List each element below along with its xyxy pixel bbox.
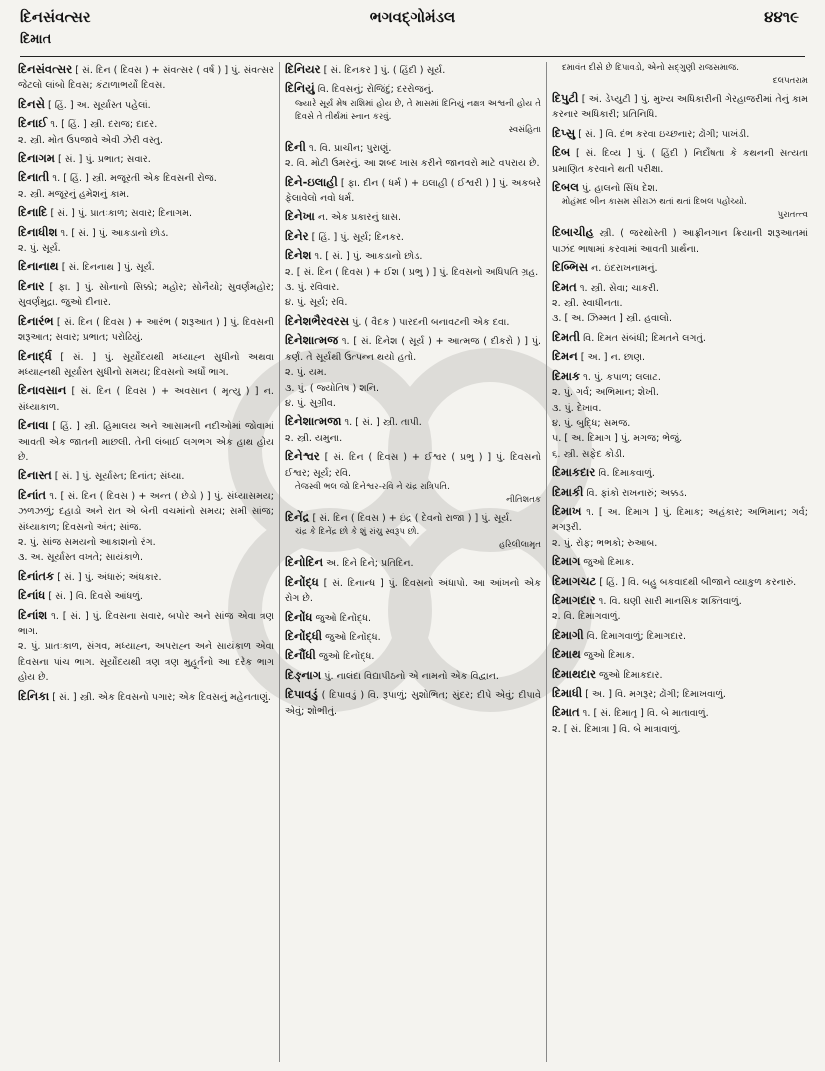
entry-definition	[18, 349, 274, 381]
entry-text: ૧. વિ. પ્રાચીન; પુરાણું.	[308, 142, 392, 154]
entry-definition	[552, 485, 808, 501]
entry-definition	[18, 279, 274, 311]
entry-definition	[285, 648, 541, 664]
entry-headword: દિમાધી	[552, 686, 583, 700]
dictionary-entry	[552, 485, 808, 501]
dictionary-entry	[552, 554, 808, 570]
entry-text: ૧. [ સં. દિન ( દિવસ ) + અન્ત ( છેડો ) ] પું. સંધ્યાસમય; ઝળઝળું; દહાડો અને રાત એ બેની વચમાંનો સમય; સમી સાંજ; સંધ્યાકાળ; દિવસનો અંત; સાંજ.	[18, 490, 274, 533]
entry-text: [ સં. દિન ( દિવસ ) + સંવત્સર ( વર્ષ ) ] પું. સંવત્સર જેટલો લાંબો દિવસ; કંટાળાભર્યો દિવસ.	[18, 65, 274, 92]
entry-text: ૧. [ સં. દિમાતૃ ] વિ. બે માતાવાળું.	[582, 708, 709, 720]
entry-headword: દિનાંતક	[18, 568, 55, 583]
entry-headword: દિમાગી	[552, 627, 584, 642]
entry-definition	[552, 667, 808, 683]
entry-text: ૧. [ સં. ] પું. આકડાનો છોડ.	[314, 251, 423, 263]
entry-definition	[552, 504, 808, 536]
entry-text: [ હિં. ] સ્ત્રી. હિમાલય અને આસામની નદીઓમાં જોવામાં આવતી એક જાતની માછલી. તેની લંબાઈ લગભગ એક હાથ હોય છે.	[18, 421, 274, 463]
column-left	[18, 62, 274, 1062]
entry-definition	[285, 140, 541, 156]
dictionary-entry	[552, 91, 808, 123]
entry-headword: દિનેશ્વર	[285, 449, 320, 464]
entry-definition	[285, 575, 541, 607]
entry-headword: દિપાવડું	[285, 687, 318, 702]
dictionary-entry	[285, 229, 541, 245]
entry-definition	[552, 62, 808, 75]
dictionary-entry	[285, 248, 541, 311]
entry-sense: ૨. પું. સૂર્ય.	[18, 243, 61, 255]
entry-headword: દિઙ્નાગ	[285, 667, 322, 682]
entry-quotation: મોહંમદ બીન કાસમ સીરાઝ થતાં થતાં દિબલ પહોંચ્યો.	[562, 197, 747, 208]
entry-definition	[552, 574, 808, 590]
entry-headword: દિમન	[552, 349, 578, 364]
entry-text: વિ. દિમાગવાળું; દિમાગદાર.	[586, 630, 687, 642]
entry-definition	[285, 687, 541, 719]
entry-definition	[18, 468, 274, 484]
dictionary-entry	[552, 126, 808, 142]
entry-definition	[18, 205, 274, 221]
entry-text: [ સં. દિનાન્ધ ] પું. દિવસનો અંધાપો. આ આંખનો એક રોગ છે.	[285, 577, 541, 605]
entry-headword: દિની	[285, 139, 306, 154]
entry-definition	[552, 369, 808, 385]
entry-headword: દિમાગચટ	[552, 573, 597, 588]
entry-text: ૧. પું. કપાળ; લલાટ.	[583, 371, 661, 383]
dictionary-entry	[18, 468, 274, 484]
entry-definition	[285, 629, 541, 645]
dictionary-entry	[18, 97, 274, 113]
entry-text: સ્ત્રી. ( જરથોસ્તી ) આફ્રીનગાન ક્રિયાની શરૂઆતમાં પાઝંદ ભાષામાં કરવામાં આવતી પ્રાર્થના.	[552, 228, 808, 255]
dictionary-entry	[18, 488, 274, 566]
entry-headword: દિનિયર	[285, 62, 321, 76]
entry-headword: દિનાતી	[18, 170, 50, 185]
entry-definition	[285, 333, 541, 365]
entry-text: [ અં. ડેપ્યુટી ] પું. મુખ્ય અધિકારીની ગેરહાજરીમાં તેનું કામ કરનાર અધિકારી; પ્રતિનિધિ.	[552, 94, 808, 121]
entry-quotation: જ્યારે સૂર્ય મેષ રાશિમાં હોય છે, તે માસમાં દિનિયું નક્ષત્ર અશ્વની હોય તે દિવસે તે તીર્થમાં સ્નાન કરવું.	[295, 98, 541, 122]
entry-text: ૧. [ અ. દિમાગ ] પું. દિમાક; અહંકાર; અભિમાન; ગર્વ; મગરૂરી.	[552, 506, 808, 534]
dictionary-entry	[285, 648, 541, 664]
entry-text: જુઓ દિનોંદ્ધ.	[325, 631, 381, 643]
entry-headword: દિનૌંધી	[285, 648, 316, 663]
entry-headword: દિનાંત	[18, 487, 47, 502]
entry-definition	[285, 81, 541, 97]
entry-headword: દિમાત	[552, 705, 580, 720]
entry-headword: દિમાકદાર	[552, 465, 596, 480]
dictionary-entry	[552, 62, 808, 88]
dictionary-entry	[552, 280, 808, 327]
entry-definition	[552, 260, 808, 276]
entry-text: [ હિં. ] પું. સૂર્ય; દિનકર.	[311, 231, 404, 243]
entry-headword: દિનાંધ	[18, 588, 46, 603]
entry-headword: દિમાક	[552, 368, 581, 383]
entry-text: જુઓ દિમાકદાર.	[599, 669, 663, 681]
entry-headword: દિમાખ	[552, 503, 582, 518]
dictionary-entry	[552, 330, 808, 346]
entry-definition	[18, 418, 274, 465]
entry-definition	[285, 610, 541, 626]
entry-definition	[285, 414, 541, 430]
entry-text: ૧. [ સં. ] પું. આકડાનો છોડ.	[60, 227, 169, 239]
entry-sense: ૨. વિ. મોટી ઉમરનું. આ શબ્દ ખાસ કરીને જાનવરો માટે વપરાય છે.	[285, 158, 540, 170]
entry-definition	[285, 62, 541, 78]
entry-headword: દિનાવા	[18, 418, 49, 433]
entry-headword: દિમાકી	[552, 484, 584, 499]
entry-headword: દિનેંદ્ર	[285, 509, 310, 524]
dictionary-entry	[285, 333, 541, 411]
entry-text: [ અ. ] ન. છાણ.	[580, 352, 646, 364]
entry-sense: ૫. [ અ. દિમાગ ] પું. મગજ; ભેજું.	[552, 433, 683, 445]
entry-text: અ. દિને દિને; પ્રતિદિન.	[326, 558, 414, 570]
page-header	[0, 0, 825, 60]
dictionary-entry	[18, 116, 274, 148]
entry-text: [ હિં. ] વિ. બહુ બકવાદથી બીજાને વ્યાકુળ કરનારું.	[599, 576, 797, 588]
running-title: ભગવદ્ગોમંડલ	[369, 8, 456, 26]
entry-sense: ૨. પું. યમ.	[285, 367, 327, 379]
entry-text: [ સં. ] પું. પ્રભાત; સવાર.	[58, 154, 151, 166]
dictionary-entry	[18, 170, 274, 202]
entry-headword: દિબલ	[552, 180, 579, 195]
dictionary-entry	[552, 180, 808, 222]
entry-headword: દિનેર	[285, 228, 309, 243]
entry-headword: દિનિયું	[285, 81, 315, 96]
entry-text: પું. ( વૈદક ) પારદની બનાવટની એક દવા.	[352, 316, 510, 328]
dictionary-entry	[18, 225, 274, 257]
entry-sense: ૨. પું. પ્રાતઃકાળ, સંગવ, મધ્યાહ્ન, અપરાહ્ન અને સાયંકાળ એવા દિવસના પાંચ ભાગ. સૂર્યોદયથી ત્રણ ત્રણ મુહૂર્તનો આ દરેક ભાગ હોય છે.	[18, 641, 274, 684]
entry-headword: દિનસે	[18, 96, 45, 111]
entry-definition	[552, 280, 808, 296]
entry-definition	[18, 488, 274, 535]
entry-definition	[285, 229, 541, 245]
dictionary-entry	[18, 259, 274, 275]
entry-sense: ૩. પું. ( જ્યોતિષ ) શનિ.	[285, 382, 380, 394]
column-divider	[546, 62, 547, 1062]
entry-text: પું. નાલંદા વિદ્યાપીઠનો એ નામનો એક વિદ્વાન.	[324, 670, 499, 682]
entry-text: ૧. [ સં. દિનેશ ( સૂર્ય ) + આત્મજ ( દીકરો ) ] પું. કર્ણ. તે સૂર્યથી ઉત્પન્ન થયો હતો.	[285, 336, 541, 363]
entry-definition	[285, 248, 541, 264]
entry-text: [ સં. દિવ્ય ] પું. ( હિંદી ) નિર્દોષતા કે કથનની સત્યતા પ્રમાણિત કરવાને થતી પરીક્ષા.	[552, 148, 808, 175]
entry-text: [ સં. ] પું. સૂર્યાસ્ત; દિનાંત; સંધ્યા.	[54, 471, 185, 483]
entry-definition	[18, 383, 274, 415]
dictionary-entry	[18, 151, 274, 167]
entry-sense: ૨. પું. સાંજ સમયનો આકાશનો રંગ.	[18, 536, 156, 548]
dictionary-entry	[285, 575, 541, 607]
dictionary-entry	[285, 687, 541, 719]
column-right	[552, 62, 808, 1062]
entry-definition	[552, 91, 808, 123]
dictionary-entry	[18, 588, 274, 604]
entry-text: ( દિપાવડું ) વિ. રૂપાળું; સુશોભિત; સુંદર; દીપે એવું; દીપાવે એવું; શોભીતું.	[285, 690, 541, 717]
entry-text: [ સં. ] પું. સૂર્યોદયથી મધ્યાહ્ન સુધીનો અથવા મધ્યાહ્નથી સૂર્યાસ્ત સુધીનો સમય; દિવસનો અર્ધો ભાગ.	[18, 351, 274, 378]
entry-headword: દિનેશાત્મજા	[285, 414, 342, 429]
entry-headword: દિને-ઇલાહી	[285, 174, 338, 189]
dictionary-entry	[285, 175, 541, 207]
entry-sense: ૨. [ સં. દિન ( દિવસ ) + ઈશ ( પ્રભુ ) ] પું. દિવસનો અધિપતિ ગ્રહ.	[285, 266, 539, 278]
entry-sense: ૪. પું. સુગ્રીવ.	[285, 397, 336, 409]
entry-text: જુઓ દિનોંદ્ધ.	[315, 612, 372, 624]
entry-headword: દિનોંધ	[285, 609, 313, 624]
entry-definition	[18, 689, 274, 705]
entry-definition	[18, 225, 274, 241]
entry-sense: ૨. [ સં. દિમાત્રા ] વિ. બે માત્રાવાળું.	[552, 723, 681, 735]
entry-definition	[552, 593, 808, 609]
entry-text: વિ. દિમાકવાળું.	[598, 468, 655, 480]
entry-citation: નીતિશતક	[506, 494, 541, 505]
entry-text: ૧. [ સં. ] સ્ત્રી. તાપી.	[344, 417, 422, 429]
entry-headword: દિનાદિ	[18, 205, 48, 220]
dictionary-entry	[552, 574, 808, 590]
dictionary-entry	[18, 349, 274, 381]
entry-text: ન. ઇંદરાખનામનું.	[591, 263, 658, 275]
entry-definition	[285, 175, 541, 207]
entry-text: દમાવંત દીસે છે દિપાવડો, એનો સદ્ગુણી રાજસમાજ.	[562, 63, 739, 73]
page-number: ૪૪૧૯	[764, 8, 799, 26]
entry-text: [ ફા. ] પું. સોનાનો સિક્કો; મહોર; સોનૈયો; સુવર્ણમહોર; સુવર્ણમુદ્રા. જુઓ દીનાર.	[18, 281, 274, 309]
entry-definition	[18, 170, 274, 186]
entry-headword: દિમત	[552, 279, 577, 294]
entry-headword: દિનેશભૈરવરસ	[285, 313, 350, 328]
entry-sense: ૪. પું. સૂર્ય; રવિ.	[285, 297, 348, 309]
entry-headword: દિનાર	[18, 278, 45, 293]
entry-text: વિ. ફાંકો રાખનારું; અક્કડ.	[586, 487, 688, 499]
entry-definition	[18, 97, 274, 113]
entry-headword: દિપ્સુ	[552, 125, 576, 140]
dictionary-entry	[285, 610, 541, 626]
entry-definition	[285, 449, 541, 481]
dictionary-entry	[552, 705, 808, 737]
dictionary-entry	[18, 279, 274, 311]
entry-text: ૧. [ હિં. ] સ્ત્રી. દરાજ; દાદર.	[50, 119, 158, 131]
entry-text: ૧. સ્ત્રી. સેવા; ચાકરી.	[579, 282, 659, 294]
entry-headword: દિનાંશ	[18, 607, 48, 622]
entry-text: [ સં. દિનકર ] પું. ( હિંદી ) સૂર્ય.	[323, 65, 446, 76]
entry-sense: ૨. વિ. દિમાગવાળું.	[552, 611, 621, 623]
entry-headword: દિનાવસાન	[18, 383, 67, 398]
entry-text: જુઓ દિમાક.	[583, 650, 635, 662]
entry-definition	[285, 510, 541, 526]
entry-text: [ સં. દિન ( દિવસ ) + ઈશ્વર ( પ્રભુ ) ] પું. દિવસનો ઈશ્વર; સૂર્ય; રવિ.	[285, 452, 541, 479]
entry-headword: દિનાર્દ્ધ	[18, 348, 52, 363]
entry-headword: દિનસંવત્સર	[18, 62, 73, 76]
dictionary-entry	[18, 689, 274, 705]
guide-word-first: દિનસંવત્સર	[20, 8, 91, 26]
entry-text: [ હિં. ] અ. સૂર્યાસ્ત પહેલાં.	[47, 99, 151, 111]
entry-headword: દિનારંભ	[18, 313, 54, 328]
entry-text: [ સં. ] વિ. દિવસે આંધળું.	[48, 591, 143, 603]
entry-definition	[18, 116, 274, 132]
entry-sense: ૬. સ્ત્રી. સફેદ કોડી.	[552, 448, 626, 460]
entry-headword: દિનાનાથ	[18, 259, 59, 274]
dictionary-entry	[285, 555, 541, 571]
entry-definition	[18, 314, 274, 346]
entry-definition	[18, 569, 274, 585]
dictionary-entry	[285, 668, 541, 684]
dictionary-entry	[18, 608, 274, 686]
entry-definition	[552, 686, 808, 702]
entry-headword: દિનોંદ્ધી	[285, 628, 323, 643]
entry-text: [ સં. દિન ( દિવસ ) + આરંભ ( શરૂઆત ) ] પું. દિવસની શરૂઆત; સવાર; પ્રભાત; પરોઢિયું.	[18, 316, 274, 344]
entry-headword: દિબ્ભિસ	[552, 260, 589, 275]
entry-definition	[552, 647, 808, 663]
entry-headword: દિમાગદાર	[552, 592, 596, 607]
dictionary-entry	[552, 225, 808, 257]
entry-citation: હરિલીલામૃત	[499, 540, 541, 551]
entry-sense: ૨. પું. રોફ; ભભકો; રુઆબ.	[552, 537, 658, 549]
entry-definition	[552, 145, 808, 177]
header-rule	[20, 56, 805, 57]
dictionary-entry	[552, 686, 808, 702]
entry-sense: ૨. સ્ત્રી. મોત ઉપજાવે એવી ઝેરી વસ્તુ.	[18, 134, 163, 146]
dictionary-entry	[552, 369, 808, 462]
dictionary-entry	[285, 62, 541, 78]
entry-headword: દિમાગ	[552, 554, 581, 569]
entry-definition	[285, 668, 541, 684]
entry-text: [ સં. દિન ( દિવસ ) + ઇંદ્ર ( દેવનો રાજા ) ] પું. સૂર્ય.	[312, 512, 513, 524]
dictionary-entry	[285, 209, 541, 225]
dictionary-entry	[285, 314, 541, 330]
entry-text: ૧. [ હિં. ] સ્ત્રી. મજૂરતી એક દિવસની રોજ.	[52, 173, 217, 185]
dictionary-entry	[18, 569, 274, 585]
entry-definition	[552, 180, 808, 196]
entry-definition	[552, 554, 808, 570]
entry-definition	[552, 628, 808, 644]
entry-sense: ૨. સ્ત્રી. સ્વાધીનતા.	[552, 298, 623, 310]
dictionary-entry	[18, 383, 274, 415]
entry-headword: દિનાસ્ત	[18, 468, 52, 483]
entry-citation: પુરાતત્ત્વ	[777, 210, 808, 221]
dictionary-entry	[552, 504, 808, 551]
entry-text: જુઓ દિનોંદ્ધ.	[318, 651, 375, 663]
entry-definition	[552, 705, 808, 721]
dictionary-entry	[285, 449, 541, 507]
dictionary-entry	[285, 414, 541, 446]
entry-definition	[18, 608, 274, 640]
entry-sense: ૨. સ્ત્રી. યમુના.	[285, 432, 343, 444]
entry-definition	[285, 555, 541, 571]
entry-definition	[18, 588, 274, 604]
entry-headword: દિમાથ	[552, 647, 581, 662]
entry-text: [ સં. દિન ( દિવસ ) + અવસાન ( મૃત્યુ ) ] ન. સંધ્યાકાળ.	[18, 386, 274, 413]
dictionary-entry	[285, 81, 541, 136]
entry-headword: દિબાચીહ	[552, 225, 594, 240]
entry-definition	[285, 209, 541, 225]
entry-headword: દિમતી	[552, 329, 581, 344]
dictionary-entry	[285, 510, 541, 552]
entry-definition	[552, 465, 808, 481]
entry-headword: દિનાગમ	[18, 151, 55, 166]
dictionary-entry	[18, 314, 274, 346]
dictionary-entry	[552, 465, 808, 481]
dictionary-entry	[552, 628, 808, 644]
dictionary-entry	[552, 667, 808, 683]
entry-headword: દિનેખા	[285, 209, 315, 224]
entry-sense: ૪. પું. બુદ્ધિ; સમજ.	[552, 417, 631, 429]
entry-headword: દિનોદિન	[285, 555, 324, 570]
column-divider	[279, 62, 280, 1062]
entry-sense: ૩. પું. રવિવાર.	[285, 282, 340, 294]
entry-sense: ૨. સ્ત્રી. મજૂરનું હમેશનું કામ.	[18, 188, 130, 200]
dictionary-entry	[552, 145, 808, 177]
dictionary-entry	[552, 647, 808, 663]
dictionary-columns	[18, 62, 808, 1062]
entry-headword: દિબ	[552, 145, 571, 160]
entry-text: [ સં. ] પું. અંધારું; અંધકાર.	[57, 571, 162, 583]
entry-definition	[552, 330, 808, 346]
entry-definition	[552, 349, 808, 365]
entry-text: [ સં. ] સ્ત્રી. એક દિવસનો પગાર; એક દિવસનું મહેનતાણું.	[52, 691, 271, 703]
entry-citation: દલપતરામ	[772, 76, 808, 86]
entry-sense: ૩. અ. સૂર્યાસ્ત વખતે; સાયંકાળે.	[18, 552, 143, 564]
dictionary-entry	[552, 593, 808, 625]
entry-definition	[285, 314, 541, 330]
entry-sense: ૩. પું. દેખાવ.	[552, 402, 602, 414]
entry-text: ૧. [ સં. ] પું. દિવસના સવાર, બપોર અને સાંજ એવા ત્રણ ભાગ.	[18, 610, 274, 637]
entry-definition	[552, 126, 808, 142]
entry-sense: ૨. પું. ગર્વ; અભિમાન; શેખી.	[552, 387, 659, 399]
entry-headword: દિનાધીશ	[18, 224, 58, 239]
entry-text: ન. એક પ્રકારનું ઘાસ.	[317, 212, 402, 224]
entry-text: [ સં. ] વિ. દંભ કરવા ઇચ્છનાર; ઢોંગી; પાખંડી.	[578, 128, 750, 140]
dictionary-entry	[18, 418, 274, 465]
entry-text: [ ફા. દીન ( ધર્મ ) + ઇલાહી ( ઈશ્વરી ) ] પું. અકબરે ફેલાવેલો નવો ધર્મ.	[285, 177, 541, 205]
entry-definition	[18, 259, 274, 275]
entry-headword: દિનોંદ્ધ	[285, 574, 319, 589]
entry-text: પું. હાલનો સિંધ દેશ.	[582, 183, 658, 195]
dictionary-entry	[18, 62, 274, 94]
entry-headword: દિમાથદાર	[552, 666, 596, 681]
guide-word-last: દિમાત	[20, 32, 52, 47]
entry-quotation: તેજસ્વી ભલ જો દિનેશ્વર-રવિ ને ચંદ્ર રાત્રિપતિ.	[295, 481, 450, 492]
dictionary-entry	[552, 349, 808, 365]
entry-sense: ૩. [ અ. ઝિમ્મત ] સ્ત્રી. હવાલો.	[552, 313, 673, 325]
entry-quotation: ચંદ્ર કે દિનેંદ્ર છો કે શું રાંચુ સ્વરૂપ છો.	[295, 527, 420, 538]
entry-text: વિ. દિમત સંબંધી; દિમતને લગતું.	[583, 332, 706, 344]
entry-headword: દિનેશાત્મજ	[285, 333, 339, 348]
column-middle	[285, 62, 541, 1062]
dictionary-entry	[285, 140, 541, 172]
entry-headword: દિનાઈ	[18, 116, 48, 131]
entry-headword: દિનિકા	[18, 688, 50, 703]
entry-definition	[18, 62, 274, 94]
entry-headword: દિનેશ	[285, 248, 312, 263]
entry-text: જુઓ દિમાક.	[583, 557, 635, 569]
entry-citation: સ્વસંહિતા	[508, 124, 541, 135]
dictionary-entry	[285, 629, 541, 645]
entry-headword: દિપુટી	[552, 91, 579, 105]
entry-text: ૧. વિ. ઘણી સારી માનસિક શક્તિવાળું.	[598, 595, 742, 607]
entry-definition	[18, 151, 274, 167]
entry-text: વિ. દિવસનું; રોજિંદું; દરરોજનું.	[317, 84, 434, 96]
entry-text: [ સં. ] પું. પ્રાતઃકાળ; સવાર; દિનાગમ.	[50, 208, 193, 220]
dictionary-entry	[552, 260, 808, 276]
dictionary-entry	[18, 205, 274, 221]
entry-text: [ અ. ] વિ. મગરૂર; ઢોંગી; દિમાખવાળું.	[585, 689, 726, 700]
entry-text: [ સં. દિનનાથ ] પું. સૂર્ય.	[61, 262, 155, 274]
entry-definition	[552, 225, 808, 257]
